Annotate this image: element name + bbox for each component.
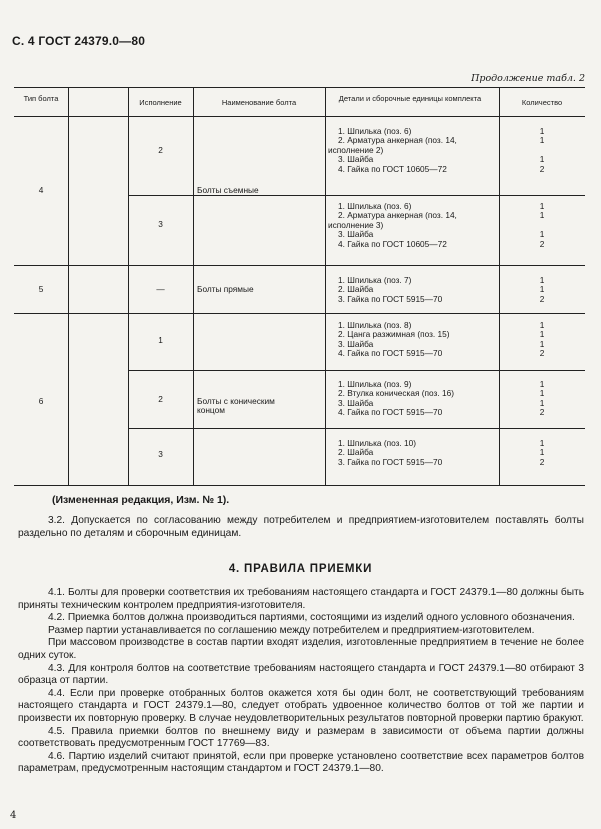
qty-value: 1	[539, 438, 545, 448]
qty-list	[527, 127, 557, 174]
qty-value: 1	[539, 275, 545, 285]
parts-list	[338, 380, 454, 418]
paragraph-4-1: 4.1. Болты для проверки соответствия их требованиям настоящего стандарта и ГОСТ 24379.1—80 должны быть приняты техническим контролем предприятия-изготовителя.	[18, 587, 584, 611]
part-line: 3. Шайба	[338, 397, 374, 408]
qty-value: 1	[539, 126, 545, 136]
bolt-type-cell: 4	[38, 185, 44, 195]
bolt-name-cell: Болты съемные	[197, 185, 259, 195]
part-line: 3. Шайба	[338, 229, 374, 240]
paragraph-4-4: 4.4. Если при проверке отобранных болтов окажется хотя бы один болт, не соответствующий требованиям настоящего стандарта и ГОСТ 24379.1—80, следует отобрать удвоенное количество болтов от той же партии и произвести их повторную проверку. В случае неудовлетворительных результатов повторной проверки партию бракуют.	[18, 687, 584, 724]
paragraph-4-5: 4.5. Правила приемки болтов по внешнему виду и размерам в зависимости от объема партии должны соответствовать предусмотренным ГОСТ 17769—83.	[18, 725, 584, 750]
col-header-qty: Количество	[521, 98, 563, 107]
section-title: 4. ПРАВИЛА ПРИЕМКИ	[228, 563, 373, 575]
qty-value: 1	[539, 329, 545, 340]
qty-value: 2	[539, 163, 545, 174]
qty-list	[527, 202, 557, 249]
part-line: 2. Втулка коническая (поз. 16)	[338, 388, 454, 399]
section-4-body	[18, 587, 584, 776]
table-bottom-rule	[14, 485, 585, 486]
part-line: исполнение 3)	[328, 219, 384, 230]
part-line: 2. Шайба	[338, 447, 374, 458]
paragraph-4-3: 4.3. Для контроля болтов на соответствие требованиям настоящего стандарта и ГОСТ 24379.1—80 отбирают 3 образца от партии.	[18, 662, 584, 687]
col-header-parts: Детали и сборочные единицы комплекта	[338, 94, 482, 103]
part-line: 1. Шпилька (поз. 7)	[338, 275, 412, 285]
parts-list	[338, 321, 450, 359]
parts-list	[328, 126, 457, 174]
qty-value: 2	[539, 407, 545, 418]
qty-value: 1	[539, 397, 545, 408]
part-line: 3. Гайка по ГОСТ 5915—70	[338, 293, 443, 304]
part-line: 4. Гайка по ГОСТ 5915—70	[338, 348, 443, 359]
parts-list	[338, 276, 442, 304]
qty-list	[527, 380, 557, 418]
paragraph-mass-production: При массовом производстве в состав партии входят изделия, изготовленные предприятием в течение не более одних суток.	[18, 637, 584, 661]
parts-list	[338, 439, 442, 467]
part-line: 1. Шпилька (поз. 9)	[338, 379, 412, 389]
part-line: 1. Шпилька (поз. 8)	[338, 320, 412, 330]
table-continuation-label: Продолжение табл. 2	[471, 73, 585, 84]
part-line: 2. Цанга разжимная (поз. 15)	[338, 329, 450, 340]
part-line: 1. Шпилька (поз. 6)	[338, 126, 412, 136]
qty-value: 1	[539, 388, 545, 399]
variant-cell: 3	[158, 219, 163, 229]
qty-value: 1	[539, 320, 545, 330]
col-divider	[193, 87, 194, 485]
qty-value: 1	[539, 338, 545, 349]
qty-value: 1	[539, 284, 545, 295]
variant-cell: 3	[158, 449, 163, 459]
row-rule	[14, 313, 585, 314]
col-divider	[68, 87, 69, 485]
qty-list	[527, 276, 557, 304]
paragraph-batch-size: Размер партии устанавливается по соглашению между потребителем и предприятием-изготовителем.	[48, 624, 535, 636]
qty-value: 1	[539, 379, 545, 389]
page-header: С. 4 ГОСТ 24379.0—80	[12, 34, 146, 48]
part-line: 1. Шпилька (поз. 10)	[338, 438, 417, 448]
part-line: 4. Гайка по ГОСТ 10605—72	[338, 238, 447, 249]
row-rule	[14, 265, 585, 266]
qty-list	[527, 321, 557, 359]
qty-value: 1	[539, 229, 545, 240]
part-line: 3. Шайба	[338, 338, 374, 349]
qty-list	[527, 439, 557, 467]
bolt-name-cell: Болты прямые	[197, 284, 254, 294]
revision-note: (Измененная редакция, Изм. № 1).	[52, 494, 230, 506]
part-line: исполнение 2)	[328, 144, 384, 155]
part-line: 3. Шайба	[338, 154, 374, 165]
row-rule	[128, 428, 585, 429]
qty-value: 1	[539, 154, 545, 165]
qty-value: 2	[539, 293, 545, 304]
part-line: 3. Гайка по ГОСТ 5915—70	[338, 456, 443, 467]
qty-value: 2	[539, 456, 545, 467]
col-header-variant: Исполнение	[139, 98, 182, 107]
variant-cell: 2	[158, 394, 163, 404]
row-rule	[128, 370, 585, 371]
variant-cell: —	[156, 284, 165, 294]
col-divider	[499, 87, 500, 485]
page-number: 4	[10, 810, 17, 821]
col-header-name: Наименование болта	[221, 98, 297, 107]
part-line: 4. Гайка по ГОСТ 5915—70	[338, 407, 443, 418]
qty-value: 1	[539, 447, 545, 458]
part-line: 1. Шпилька (поз. 6)	[338, 201, 412, 211]
qty-value: 2	[539, 348, 545, 359]
col-header-type: Тип болта	[23, 94, 59, 103]
qty-value: 1	[539, 201, 545, 211]
bolt-type-cell: 6	[38, 396, 44, 406]
part-line: 2. Арматура анкерная (поз. 14,	[338, 210, 457, 221]
qty-value: 2	[539, 238, 545, 249]
paragraph-4-2: 4.2. Приемка болтов должна производиться партиями, состоящими из изделий одного условного обозначения.	[48, 612, 575, 624]
parts-list	[328, 201, 457, 249]
part-line: 2. Арматура анкерная (поз. 14,	[338, 135, 457, 146]
qty-value: 1	[539, 135, 545, 146]
col-divider	[325, 87, 326, 485]
variant-cell: 2	[158, 145, 163, 155]
qty-value: 1	[539, 210, 545, 221]
part-line: 2. Шайба	[338, 284, 374, 295]
variant-cell: 1	[158, 335, 163, 345]
bolt-type-cell: 5	[38, 284, 44, 294]
bolt-name-cell: Болты с коническим концом	[197, 396, 275, 416]
paragraph-4-6: 4.6. Партию изделий считают принятой, если при проверке установлено соответствие всех параметров болтов параметрам, предусмотренным настоящим стандартом и ГОСТ 24379.1—80.	[18, 750, 584, 775]
part-line: 4. Гайка по ГОСТ 10605—72	[338, 163, 447, 174]
paragraph-3-2	[18, 515, 584, 540]
paragraph-text: 3.2. Допускается по согласованию между потребителем и предприятием-изготовителем поставлять болты раздельно по деталям и сборочным единицам.	[18, 515, 584, 539]
